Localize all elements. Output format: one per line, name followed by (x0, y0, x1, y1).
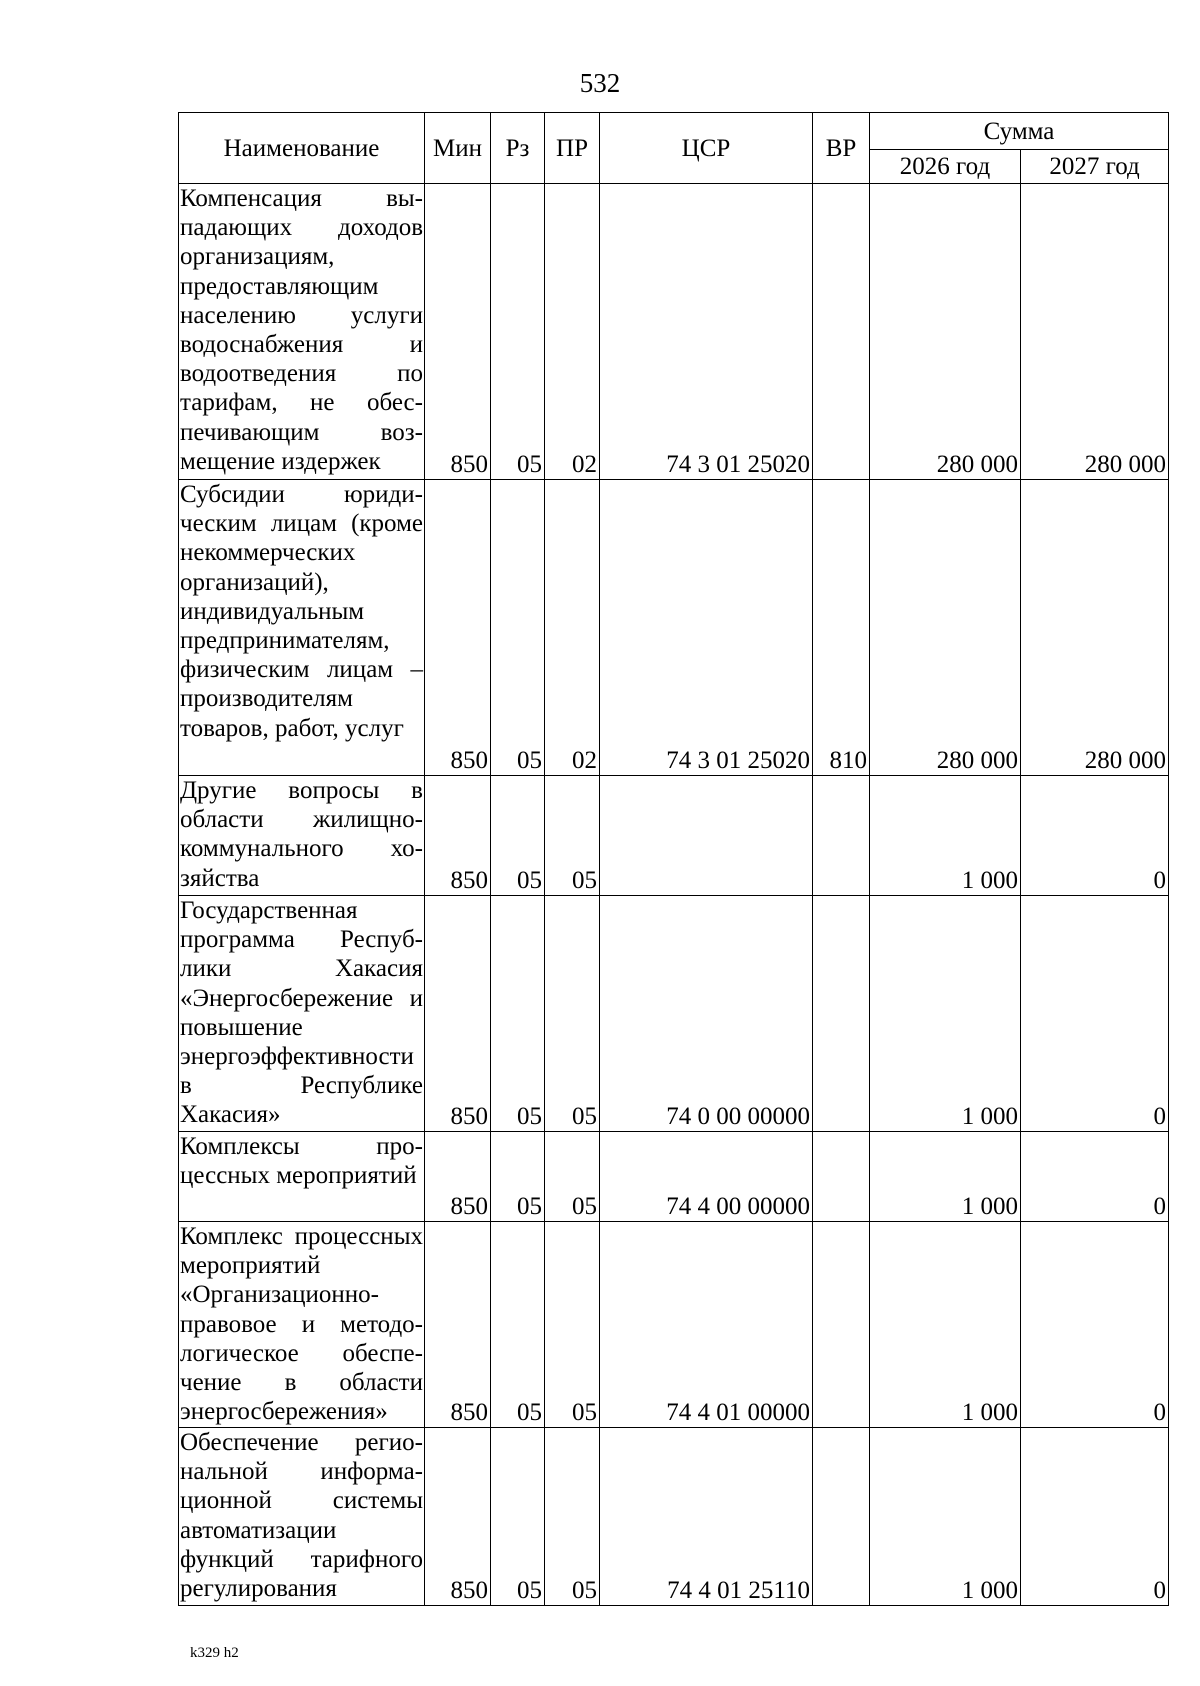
row-sum-2027: 0 (1021, 1428, 1169, 1606)
header-rz: Рз (491, 113, 545, 184)
row-min: 850 (425, 480, 491, 776)
row-name: Комплекс процессных мероприятий «Организационно-правовое и методологическое обеспечение в области энергосбережения» (179, 1222, 425, 1428)
table-row (179, 1132, 1169, 1222)
row-vr (813, 184, 870, 480)
row-sum-2026: 1 000 (870, 1132, 1021, 1222)
row-pr: 02 (545, 184, 600, 480)
row-csr: 74 3 01 25020 (600, 184, 813, 480)
row-vr (813, 776, 870, 896)
row-sum-2027: 280 000 (1021, 184, 1169, 480)
header-min: Мин (425, 113, 491, 184)
row-rz: 05 (491, 776, 545, 896)
row-rz: 05 (491, 480, 545, 776)
table-header (179, 113, 1169, 184)
row-min: 850 (425, 776, 491, 896)
row-pr: 05 (545, 1222, 600, 1428)
row-rz: 05 (491, 1428, 545, 1606)
row-sum-2027: 0 (1021, 896, 1169, 1132)
row-pr: 05 (545, 1132, 600, 1222)
row-sum-2027: 0 (1021, 1222, 1169, 1428)
row-name: Другие вопросы в области жилищно-коммунального хозяйства (179, 776, 425, 896)
table-row (179, 896, 1169, 1132)
row-vr (813, 1132, 870, 1222)
row-vr (813, 1428, 870, 1606)
row-rz: 05 (491, 184, 545, 480)
row-min: 850 (425, 896, 491, 1132)
row-csr (600, 776, 813, 896)
row-rz: 05 (491, 896, 545, 1132)
row-pr: 05 (545, 776, 600, 896)
row-min: 850 (425, 1132, 491, 1222)
header-pr: ПР (545, 113, 600, 184)
row-min: 850 (425, 1222, 491, 1428)
row-csr: 74 4 01 00000 (600, 1222, 813, 1428)
row-pr: 02 (545, 480, 600, 776)
table-row (179, 776, 1169, 896)
row-pr: 05 (545, 896, 600, 1132)
row-rz: 05 (491, 1222, 545, 1428)
row-min: 850 (425, 1428, 491, 1606)
row-name: Компенсация выпадающих доходов организациям, предоставляющим населению услуги водоснабжения и водоотведения по тарифам, не обеспечивающим возмещение издержек (179, 184, 425, 480)
row-sum-2026: 1 000 (870, 1222, 1021, 1428)
row-csr: 74 0 00 00000 (600, 896, 813, 1132)
header-year-2026: 2026 год (870, 150, 1021, 184)
row-sum-2026: 280 000 (870, 480, 1021, 776)
row-vr (813, 896, 870, 1132)
row-vr: 810 (813, 480, 870, 776)
budget-table (178, 112, 1169, 1606)
table-row (179, 1222, 1169, 1428)
row-sum-2026: 1 000 (870, 1428, 1021, 1606)
row-sum-2027: 0 (1021, 776, 1169, 896)
row-sum-2027: 280 000 (1021, 480, 1169, 776)
row-rz: 05 (491, 1132, 545, 1222)
header-name: Наименование (179, 113, 425, 184)
row-name: Субсидии юридическим лицам (кроме некоммерческих организаций), индивидуальным предпринимателям, физическим лицам – производителям товаров, работ, услуг (179, 480, 425, 776)
table-row (179, 480, 1169, 776)
row-csr: 74 4 00 00000 (600, 1132, 813, 1222)
row-name: Государственная программа Республики Хакасия «Энергосбережение и повышение энергоэффективности в Республике Хакасия» (179, 896, 425, 1132)
row-sum-2026: 280 000 (870, 184, 1021, 480)
header-sum: Сумма (870, 113, 1169, 150)
row-name: Обеспечение региональной информационной системы автоматизации функций тарифного регулирования (179, 1428, 425, 1606)
page-number: 532 (579, 68, 621, 98)
header-year-2027: 2027 год (1021, 150, 1169, 184)
row-vr (813, 1222, 870, 1428)
row-csr: 74 3 01 25020 (600, 480, 813, 776)
row-name: Комплексы процессных мероприятий (179, 1132, 425, 1222)
footer-code: k329 h2 (190, 1645, 239, 1661)
header-vr: ВР (813, 113, 870, 184)
row-sum-2027: 0 (1021, 1132, 1169, 1222)
row-min: 850 (425, 184, 491, 480)
row-csr: 74 4 01 25110 (600, 1428, 813, 1606)
header-csr: ЦСР (600, 113, 813, 184)
table-body (179, 184, 1169, 1606)
row-pr: 05 (545, 1428, 600, 1606)
row-sum-2026: 1 000 (870, 896, 1021, 1132)
table-row (179, 184, 1169, 480)
row-sum-2026: 1 000 (870, 776, 1021, 896)
table-row (179, 1428, 1169, 1606)
